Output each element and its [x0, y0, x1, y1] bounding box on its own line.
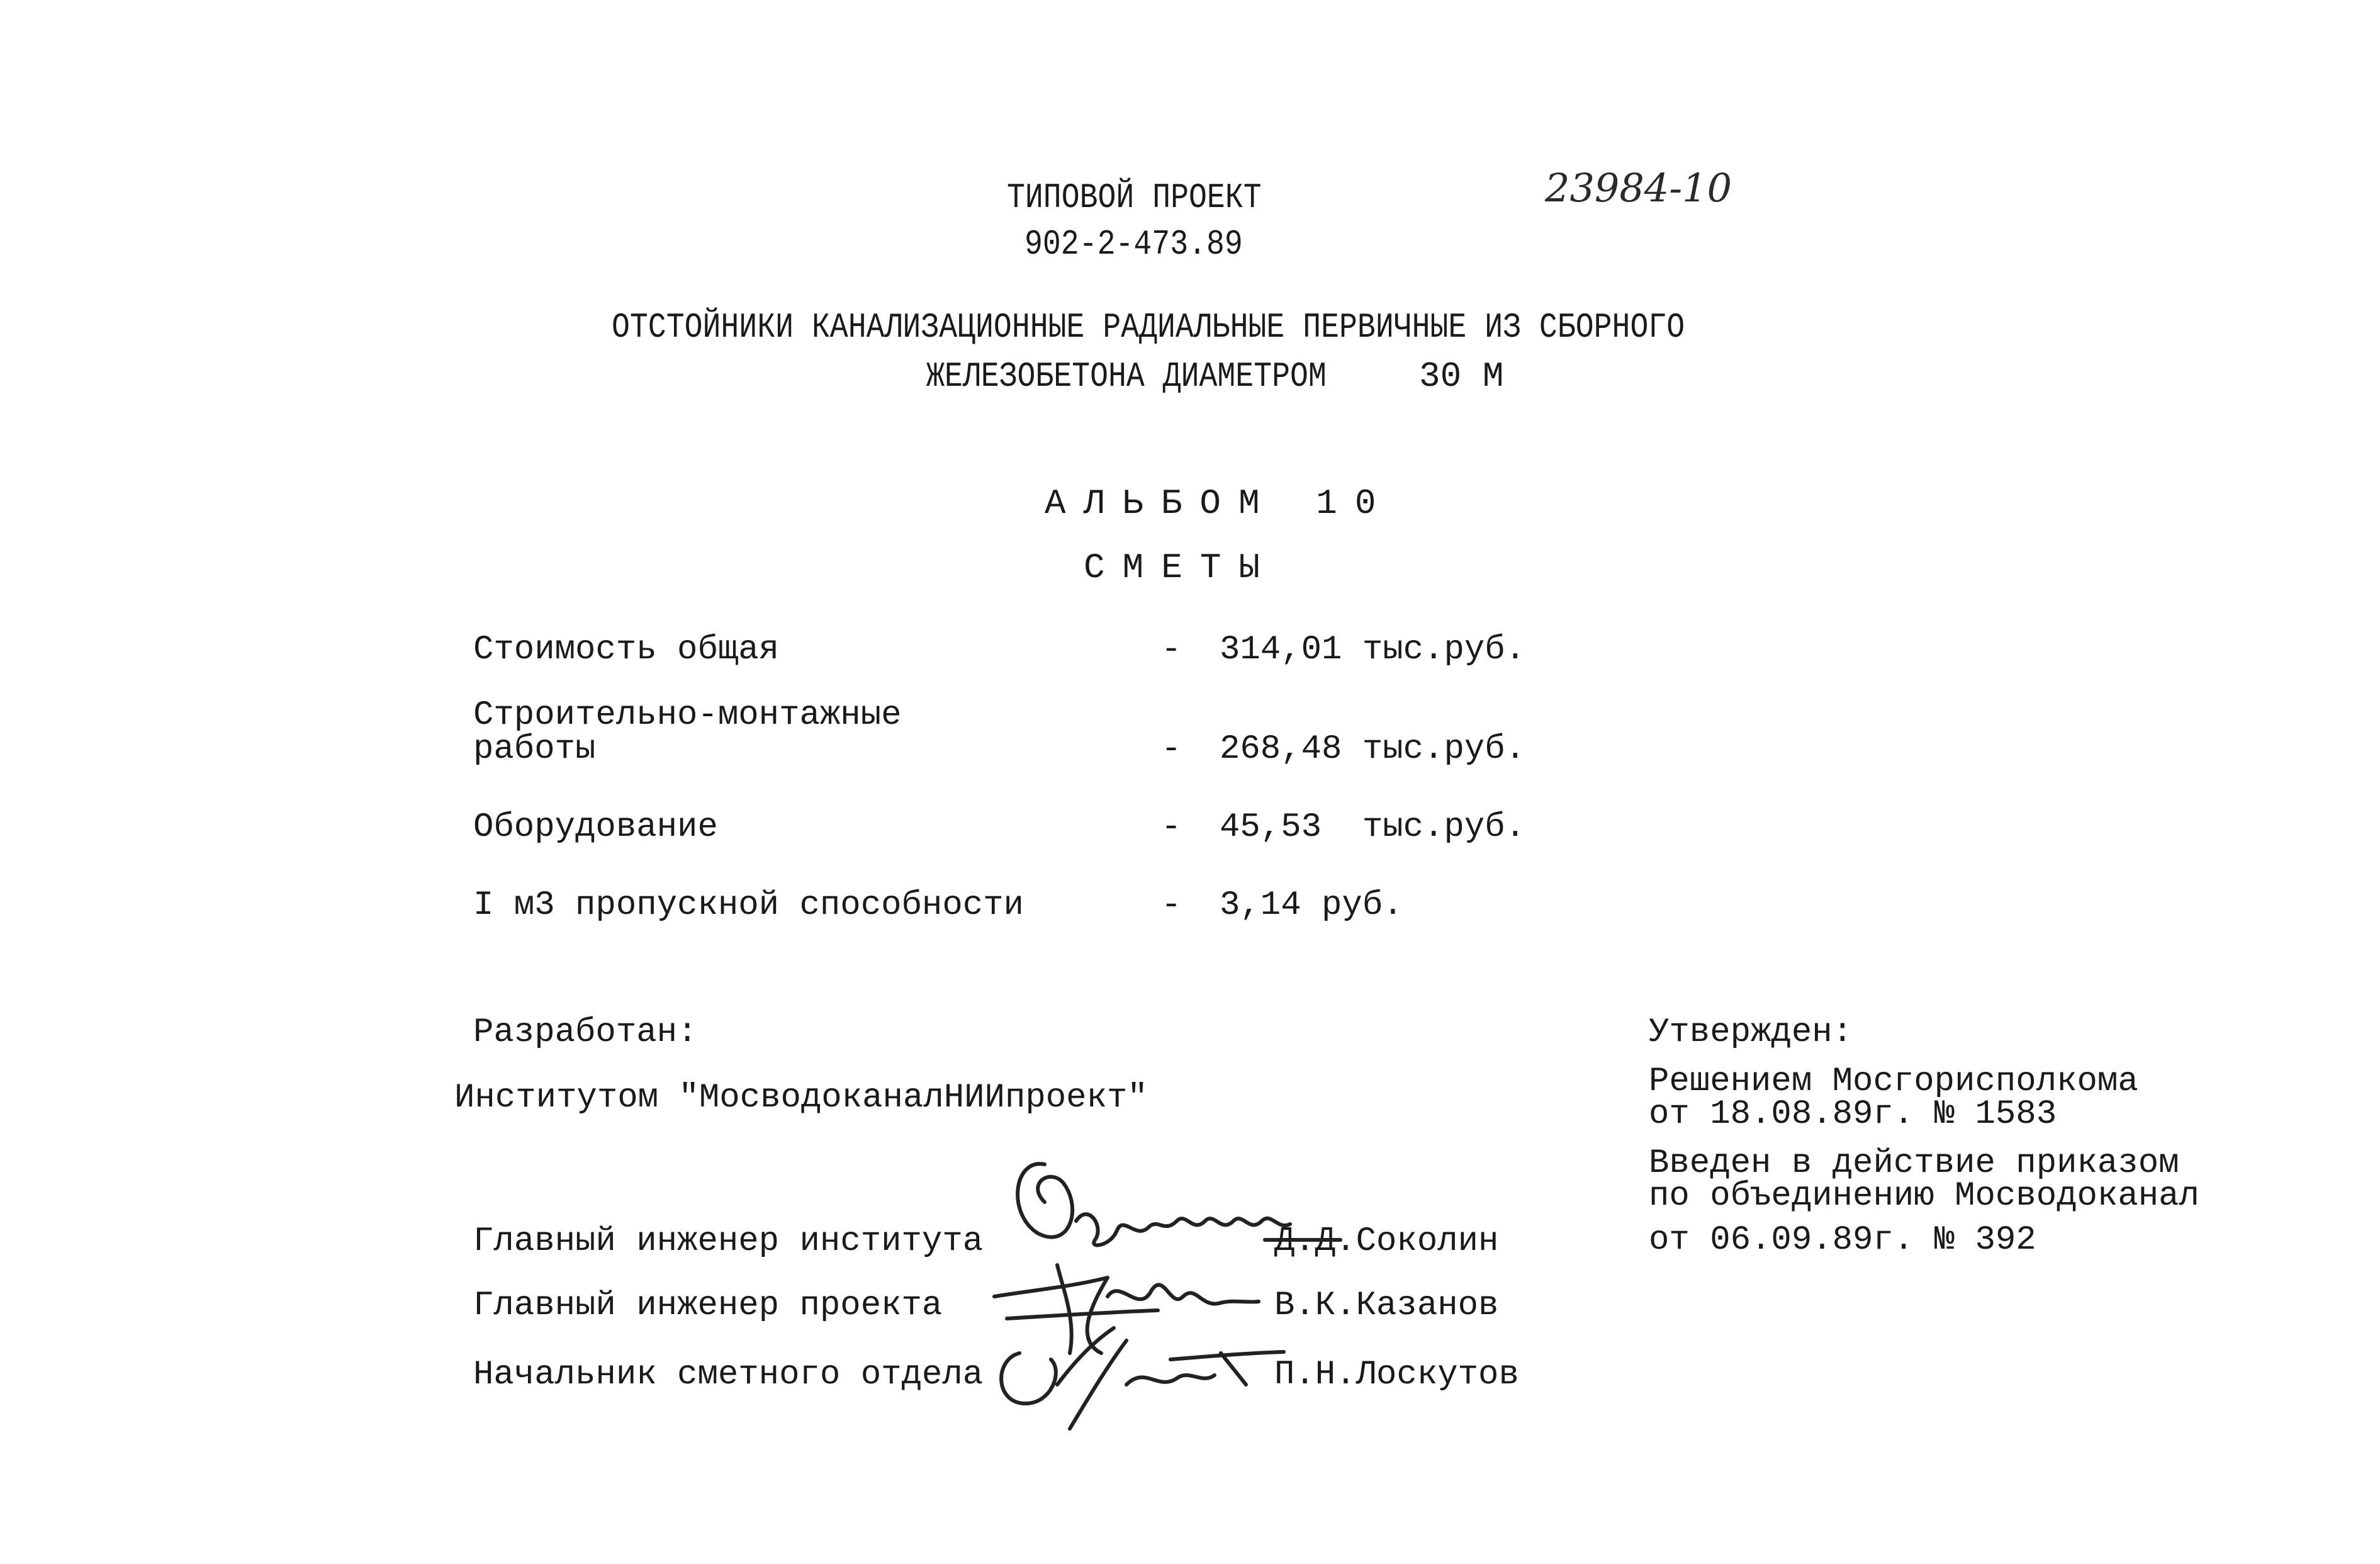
approved-decision-line-1: Решением Мосгорисполкома [1649, 1062, 2138, 1101]
cost-capacity-label: I м3 пропускной способности [473, 886, 1024, 925]
enacted-line-2: по объединению Мосводоканал [1649, 1177, 2199, 1215]
cost-capacity-dash: - [1161, 886, 1182, 925]
enacted-line-3: от 06.09.89г. № 392 [1649, 1221, 2036, 1259]
cost-capacity-value: 3,14 руб. [1220, 886, 1403, 925]
enacted-line-1: Введен в действие приказом [1649, 1144, 2179, 1183]
project-type: ТИПОВОЙ ПРОЕКТ [1007, 177, 1262, 218]
cost-total-label: Стоимость общая [473, 631, 780, 669]
cost-total-value: 314,01 тыс.руб. [1220, 631, 1526, 669]
signatory-name-sokolin: Д.Д.Соколин [1274, 1222, 1499, 1261]
cost-total-dash: - [1161, 631, 1182, 669]
signatory-name-kazanov: В.К.Казанов [1274, 1286, 1499, 1325]
document-title-line-2: ЖЕЛЕЗОБЕТОНА ДИАМЕТРОМ [926, 356, 1327, 397]
diameter-value: 30 М [1419, 356, 1504, 397]
handwritten-project-number: 23984-10 [1545, 165, 1732, 211]
cost-construction-value: 268,48 тыс.руб. [1220, 730, 1526, 768]
cost-equipment-label: Оборудование [473, 808, 718, 847]
signatory-role-institute-engineer: Главный инженер института [473, 1222, 984, 1261]
cost-construction-dash: - [1161, 730, 1182, 768]
approved-heading: Утвержден: [1649, 1013, 1853, 1052]
cost-construction-label: Строительно-монтажные [473, 696, 902, 734]
developed-institute: Институтом "МосводоканалНИИпроект" [454, 1079, 1148, 1117]
signatory-role-estimate-head: Начальник сметного отдела [473, 1356, 984, 1394]
developed-heading: Разработан: [473, 1013, 698, 1052]
approved-decision-line-2: от 18.08.89г. № 1583 [1649, 1095, 2057, 1134]
album-subtitle: СМЕТЫ [1084, 548, 1278, 588]
signature-loskutov [982, 1315, 1296, 1435]
project-number: 902-2-473.89 [1024, 224, 1243, 264]
signatory-role-project-engineer: Главный инженер проекта [473, 1286, 943, 1325]
cost-construction-label-2: работы [473, 730, 596, 768]
cost-equipment-dash: - [1161, 808, 1182, 847]
signatory-name-loskutov: П.Н.Лоскутов [1274, 1356, 1519, 1394]
cost-equipment-value: 45,53 тыс.руб. [1220, 808, 1526, 847]
album-label: АЛЬБОМ 10 [1045, 483, 1394, 524]
document-title-line-1: ОТСТОЙНИКИ КАНАЛИЗАЦИОННЫЕ РАДИАЛЬНЫЕ ПЕРВИЧНЫЕ ИЗ СБОРНОГО [612, 307, 1685, 347]
